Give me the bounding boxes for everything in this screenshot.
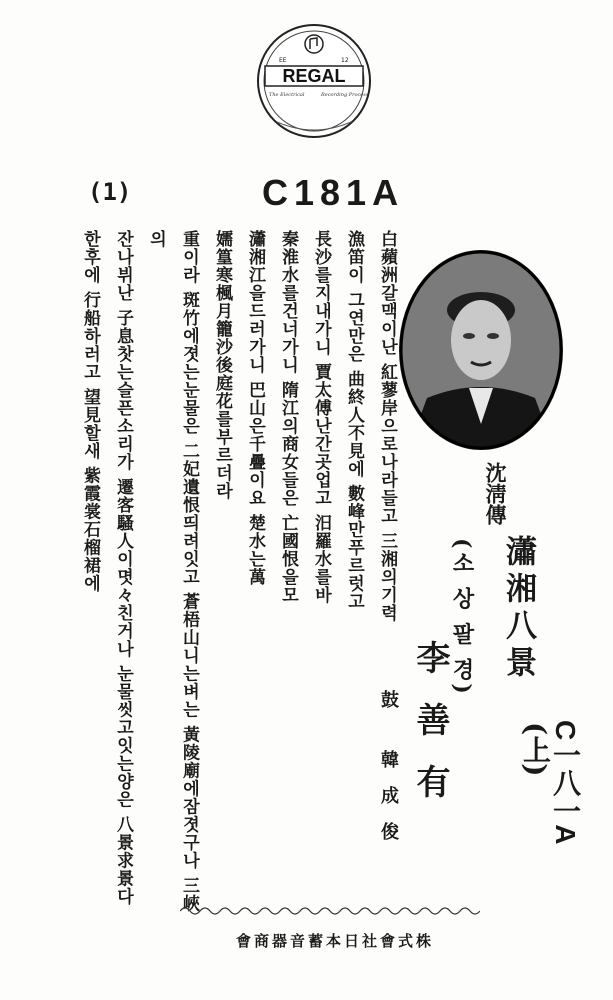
lyric-line: 漁笛이 그연만은 曲終人不見에 數峰만푸르럿고 bbox=[344, 230, 364, 611]
lyrics-block bbox=[78, 230, 403, 920]
regal-label-icon bbox=[255, 22, 373, 140]
singer-portrait bbox=[397, 248, 565, 452]
part-mark: (上) bbox=[519, 722, 552, 777]
work-title: 沈淸傳 bbox=[483, 462, 508, 525]
record-label bbox=[255, 22, 373, 140]
page-index: (1) bbox=[88, 178, 132, 206]
lyric-line: 잔나뷔난 子息찻는슬픈소리가 遷客騷人이몃々친거나 눈물씻고잇는양은 八景求景다 bbox=[113, 230, 133, 906]
footer-divider bbox=[180, 905, 480, 917]
catalog-number: C181A bbox=[262, 172, 405, 213]
wavy-rule-icon bbox=[180, 905, 480, 917]
catalog-number-vertical: C一八一A bbox=[550, 720, 581, 845]
portrait-image bbox=[397, 248, 565, 452]
lyric-line: 長沙를지내가니 賈太傅난간곳업고 汨羅水를바 bbox=[311, 230, 331, 604]
accompanist-name: 鼓 韓成俊 bbox=[378, 690, 399, 859]
song-title: 瀟湘八景 bbox=[500, 535, 536, 683]
label-brand: REGAL bbox=[282, 66, 346, 86]
label-left-text: The Electrical bbox=[269, 92, 305, 98]
label-top-right: 12 bbox=[341, 57, 349, 64]
lyric-line: 한후에 行船하러고 望見할새 紫霞裳石榴裙에 bbox=[80, 230, 100, 593]
lyric-line: 秦淮水를건너가니 隋江의商女들은 亡國恨을모 bbox=[278, 230, 298, 604]
singer-name: 李善有 bbox=[410, 640, 450, 826]
lyric-line: 嬬篁寒楓月籠沙後庭花를부르더라 bbox=[212, 230, 232, 500]
lyric-line: 瀟湘江을드러가니 巴山은千疊이요 楚水는萬 bbox=[245, 230, 265, 586]
lyric-line: 白蘋洲갈맥이난 紅蓼岸으로나라들고 三湘의기력 bbox=[377, 230, 397, 622]
song-title-reading: (소 상 팔 경) bbox=[449, 538, 475, 697]
lyric-line: 重이라 斑竹에졋는눈물은 二妃遺恨띄려잇고 蒼梧山니는벼는 黃陵廟에잠졋구나 三峽의 bbox=[146, 230, 199, 913]
company-name: 株式會社日本蓄音器商會 bbox=[235, 932, 434, 950]
label-top-left: EE bbox=[279, 57, 287, 64]
label-right-text: Recording Process bbox=[321, 92, 369, 98]
